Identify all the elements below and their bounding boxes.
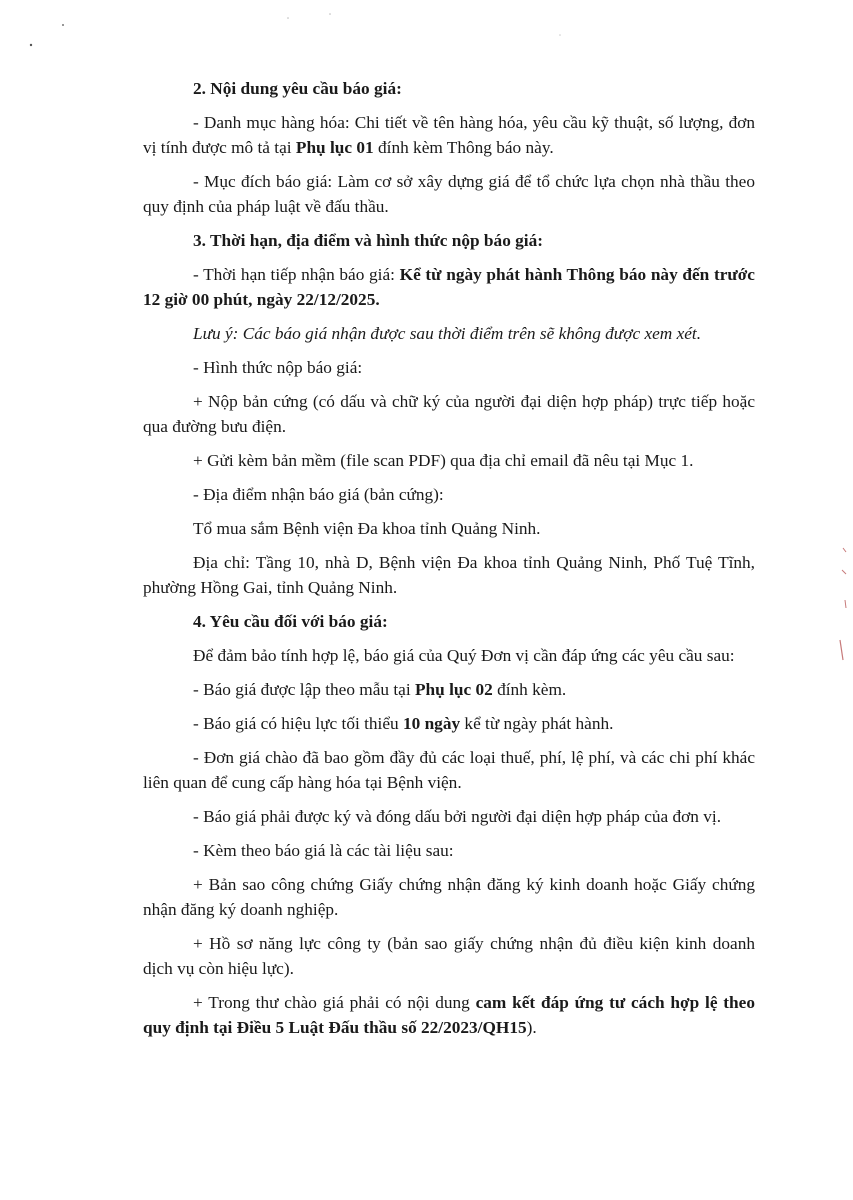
edge-mark: [840, 640, 843, 660]
scan-dot: [287, 17, 289, 19]
scan-dot: [30, 44, 32, 46]
scan-dot: [62, 24, 64, 26]
document-body: [143, 76, 755, 1049]
section-4-signed: - Báo giá phải được ký và đóng dấu bởi người đại diện hợp pháp của đơn vị.: [193, 807, 722, 826]
scan-dot: [329, 13, 331, 15]
section-4-template: - Báo giá được lập theo mẫu tại Phụ lục 02 đính kèm.: [193, 680, 567, 699]
edge-mark: [842, 570, 846, 574]
section-3-hard-copy: + Nộp bản cứng (có dấu và chữ ký của người đại diện hợp pháp) trực tiếp hoặc qua đường bưu điện.: [143, 392, 755, 436]
section-4-company-profile: + Hồ sơ năng lực công ty (bản sao giấy chứng nhận đủ điều kiện kinh doanh dịch vụ còn hiệu lực).: [143, 934, 755, 978]
section-4-price-inclusive: - Đơn giá chào đã bao gồm đầy đủ các loại thuế, phí, lệ phí, và các chi phí khác liên quan để cung cấp hàng hóa tại Bệnh viện.: [143, 748, 755, 792]
section-3-location-name: Tổ mua sắm Bệnh viện Đa khoa tỉnh Quảng Ninh.: [193, 519, 541, 538]
section-4-commitment: + Trong thư chào giá phải có nội dung cam kết đáp ứng tư cách hợp lệ theo quy định tại Điều 5 Luật Đấu thầu số 22/2023/QH15).: [143, 993, 755, 1037]
section-2-heading: 2. Nội dung yêu cầu báo giá:: [193, 79, 402, 98]
section-2-item-goods-list: - Danh mục hàng hóa: Chi tiết về tên hàng hóa, yêu cầu kỹ thuật, số lượng, đơn vị tính được mô tả tại Phụ lục 01 đính kèm Thông báo này.: [143, 113, 755, 157]
section-3-soft-copy: + Gửi kèm bản mềm (file scan PDF) qua địa chỉ email đã nêu tại Mục 1.: [193, 451, 694, 470]
section-4-business-license: + Bản sao công chứng Giấy chứng nhận đăng ký kinh doanh hoặc Giấy chứng nhận đăng ký doanh nghiệp.: [143, 875, 755, 919]
section-3-heading: 3. Thời hạn, địa điểm và hình thức nộp báo giá:: [193, 231, 543, 250]
section-3-deadline: - Thời hạn tiếp nhận báo giá: Kể từ ngày phát hành Thông báo này đến trước 12 giờ 00 phút, ngày 22/12/2025.: [143, 265, 755, 309]
edge-mark: [843, 548, 846, 552]
scan-dot: [559, 34, 561, 36]
section-4-validity: - Báo giá có hiệu lực tối thiểu 10 ngày kể từ ngày phát hành.: [193, 714, 614, 733]
section-4-intro: Để đảm bảo tính hợp lệ, báo giá của Quý Đơn vị cần đáp ứng các yêu cầu sau:: [193, 646, 735, 665]
section-3-location-label: - Địa điểm nhận báo giá (bản cứng):: [193, 485, 444, 504]
section-3-address: Địa chỉ: Tầng 10, nhà D, Bệnh viện Đa khoa tỉnh Quảng Ninh, Phố Tuệ Tĩnh, phường Hồng Gai, tỉnh Quảng Ninh.: [143, 553, 755, 597]
section-2-item-purpose: - Mục đích báo giá: Làm cơ sở xây dựng giá để tổ chức lựa chọn nhà thầu theo quy định của pháp luật về đấu thầu.: [143, 172, 755, 216]
edge-mark: [845, 600, 846, 608]
section-3-note: Lưu ý: Các báo giá nhận được sau thời điểm trên sẽ không được xem xét.: [193, 324, 702, 343]
section-4-attachments-label: - Kèm theo báo giá là các tài liệu sau:: [193, 841, 454, 860]
section-3-submission-form: - Hình thức nộp báo giá:: [193, 358, 363, 377]
section-4-heading: 4. Yêu cầu đối với báo giá:: [193, 612, 388, 631]
